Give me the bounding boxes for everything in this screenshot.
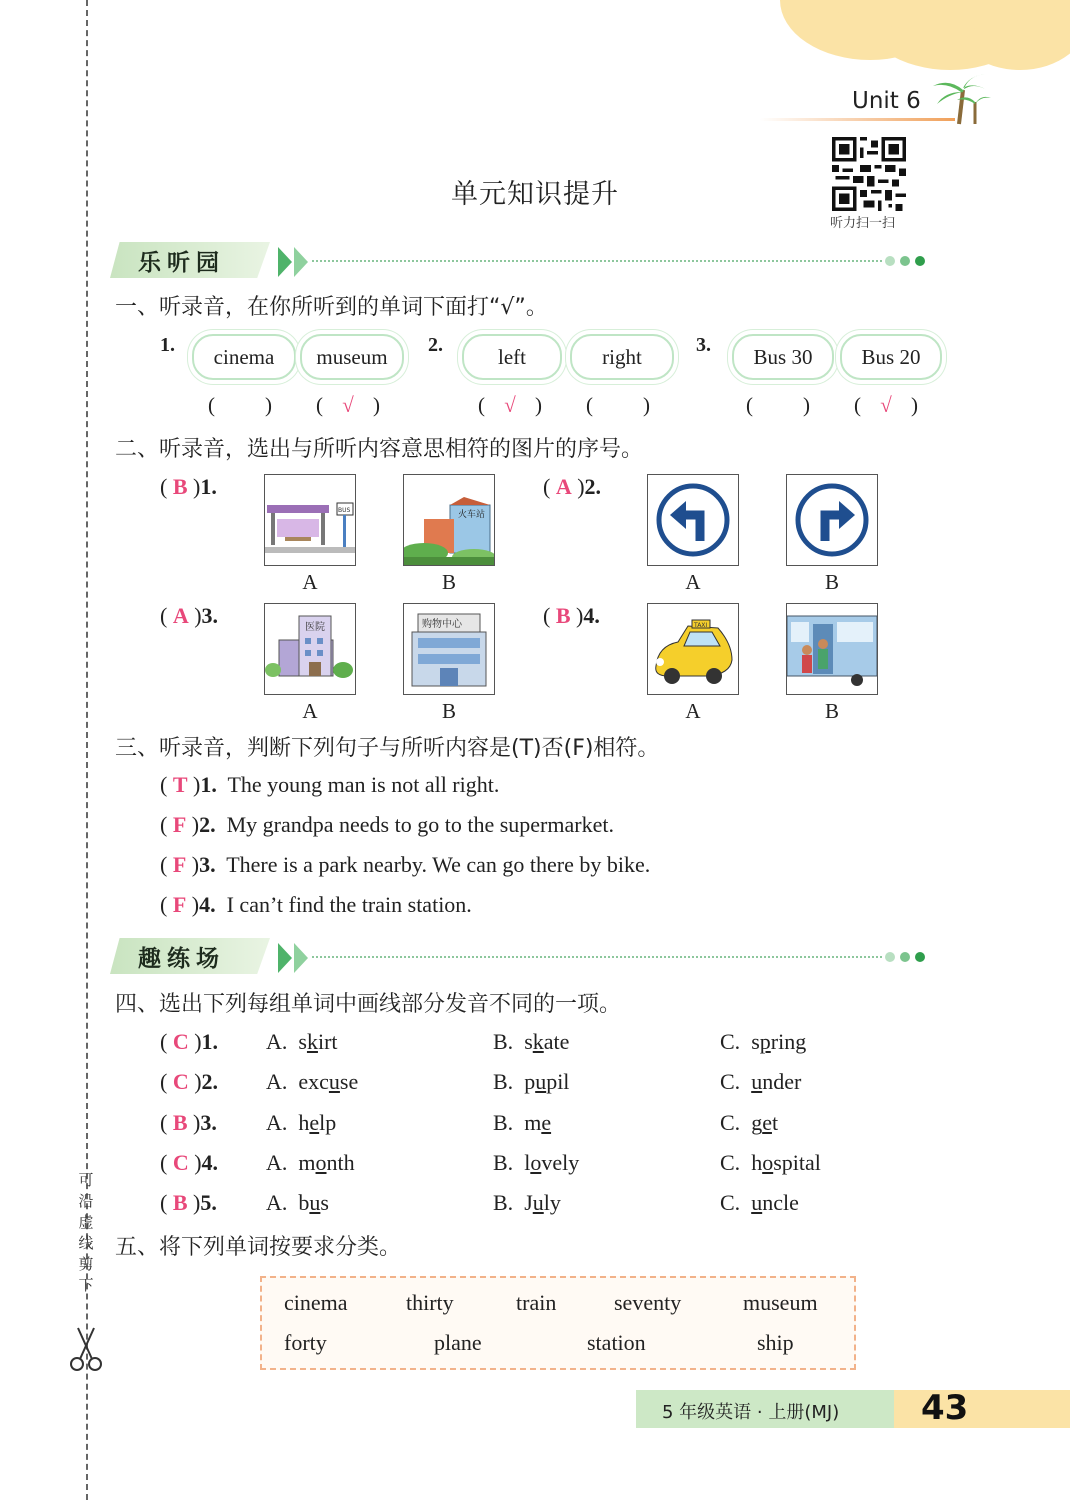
s4-option: C. spring [720, 1029, 807, 1054]
s4-option: B. lovely [493, 1149, 580, 1175]
word: seventy [614, 1290, 682, 1315]
word: cinema [284, 1290, 348, 1315]
section5-title: 五、将下列单词按要求分类。 [115, 1235, 402, 1260]
s3-item: ( F )3. There is a park nearby. We can go there by bike. [160, 852, 651, 877]
pic-train-station [403, 474, 495, 566]
banner-practice-label: 趣练场 [138, 946, 225, 972]
s4-answer-blank[interactable]: ( B )5. [160, 1190, 217, 1216]
s1-answer-blank[interactable]: ( ) [208, 393, 272, 417]
dot [915, 952, 925, 962]
section4-title: 四、选出下列每组单词中画线部分发音不同的一项。 [115, 992, 622, 1017]
banner-listen [110, 242, 275, 278]
word: forty [284, 1330, 327, 1355]
scissors-icon [68, 1326, 104, 1372]
s4-option: A. help [266, 1109, 337, 1135]
s4-answer-blank[interactable]: ( C )2. [160, 1069, 219, 1095]
s1-answer-blank[interactable]: ( √ ) [854, 393, 918, 417]
banner-rule [312, 956, 882, 958]
s1-num: 3. [696, 334, 711, 356]
pic-text: BUS [338, 507, 351, 514]
s3-item: ( T )1. The young man is not all right. [160, 772, 500, 797]
option-label: B [441, 699, 456, 723]
pic-text: 购物中心 [422, 619, 462, 630]
pic-turn-left-sign [647, 474, 739, 566]
s3-answer-blank[interactable]: ( F ) [160, 812, 200, 837]
s2-answer[interactable]: ( A )2. [543, 474, 602, 499]
s3-item: ( F )2. My grandpa needs to go to the supermarket. [160, 812, 614, 837]
dot [885, 256, 895, 266]
s4-answer-blank[interactable]: ( C )4. [160, 1149, 219, 1175]
s4-option: C. uncle [720, 1190, 799, 1216]
s4-answer-blank[interactable]: ( C )1. [160, 1029, 219, 1054]
s4-option: A. bus [266, 1190, 329, 1216]
s3-answer-blank[interactable]: ( F ) [160, 892, 200, 917]
s1-answer-blank[interactable]: ( ) [586, 393, 650, 417]
s1-word: Bus 20 [840, 334, 942, 380]
dot [900, 256, 910, 266]
word: museum [743, 1290, 818, 1315]
option-label: B [824, 570, 839, 594]
s1-word: Bus 30 [732, 334, 834, 380]
s2-answer[interactable]: ( B )1. [160, 474, 217, 499]
s4-option: A. excuse [266, 1069, 359, 1095]
s1-answer-blank[interactable]: ( √ ) [478, 393, 542, 417]
banner-practice [110, 938, 275, 974]
pic-people-boarding-bus [786, 603, 878, 695]
s4-option: C. get [720, 1109, 779, 1135]
section3-title: 三、听录音，判断下列句子与所听内容是(T)否(F)相符。 [115, 736, 660, 761]
word: ship [757, 1330, 794, 1355]
s4-option: B. July [493, 1190, 561, 1216]
word: thirty [406, 1290, 454, 1315]
s2-answer[interactable]: ( B )4. [543, 603, 600, 628]
option-label: A [302, 570, 318, 594]
chevron-right-icon [278, 943, 292, 973]
chevron-right-icon [294, 247, 308, 277]
cut-instruction: 可沿虚线剪下 [78, 1171, 94, 1294]
s4-option: A. month [266, 1149, 355, 1175]
s4-option: C. under [720, 1069, 802, 1095]
s4-answer-blank[interactable]: ( B )3. [160, 1109, 217, 1135]
section1-title: 一、听录音，在你所听到的单词下面打“√”。 [115, 295, 548, 320]
s1-num: 2. [428, 334, 443, 356]
word: train [516, 1290, 557, 1315]
page-title: 单元知识提升 [451, 179, 619, 210]
s4-option: B. me [493, 1109, 552, 1135]
dot [915, 256, 925, 266]
option-label: A [685, 699, 701, 723]
s3-answer-blank[interactable]: ( T ) [160, 772, 201, 797]
s4-option: A. skirt [266, 1029, 338, 1054]
s4-option: C. hospital [720, 1149, 821, 1175]
pic-turn-right-sign [786, 474, 878, 566]
qr-label: 听力扫一扫 [830, 216, 896, 231]
pic-hospital [264, 603, 356, 695]
section2-title: 二、听录音，选出与所听内容意思相符的图片的序号。 [115, 437, 644, 462]
dot [885, 952, 895, 962]
pic-taxi [647, 603, 739, 695]
unit-rule [760, 118, 955, 121]
s1-word: right [570, 334, 674, 380]
banner-rule [312, 260, 882, 262]
page-number: 43 [921, 1388, 969, 1428]
s1-word: cinema [192, 334, 296, 380]
pic-text: 医院 [305, 622, 325, 633]
dot [900, 952, 910, 962]
chevron-right-icon [294, 943, 308, 973]
pic-text: 火车站 [458, 510, 486, 520]
option-label: B [441, 570, 456, 594]
s4-option: B. skate [493, 1029, 570, 1054]
s2-answer[interactable]: ( A )3. [160, 603, 219, 628]
s1-answer-blank[interactable]: ( √ ) [316, 393, 380, 417]
word: station [587, 1330, 646, 1355]
s1-word: museum [300, 334, 404, 380]
pic-text: TAXI [694, 622, 708, 629]
unit-title: Unit 6 [852, 88, 921, 114]
qr-code[interactable] [832, 137, 906, 211]
pic-bus-stop [264, 474, 356, 566]
s1-word: left [462, 334, 562, 380]
option-label: A [685, 570, 701, 594]
s1-answer-blank[interactable]: ( ) [746, 393, 810, 417]
s1-num: 1. [160, 334, 175, 356]
s3-answer-blank[interactable]: ( F ) [160, 852, 200, 877]
book-label: 5 年级英语 · 上册(MJ) [662, 1402, 840, 1423]
banner-listen-label: 乐听园 [138, 250, 225, 276]
s4-option: B. pupil [493, 1069, 570, 1095]
chevron-right-icon [278, 247, 292, 277]
option-label: A [302, 699, 318, 723]
option-label: B [824, 699, 839, 723]
word: plane [434, 1330, 482, 1355]
pic-shopping-center [403, 603, 495, 695]
s3-item: ( F )4. I can’t find the train station. [160, 892, 472, 917]
